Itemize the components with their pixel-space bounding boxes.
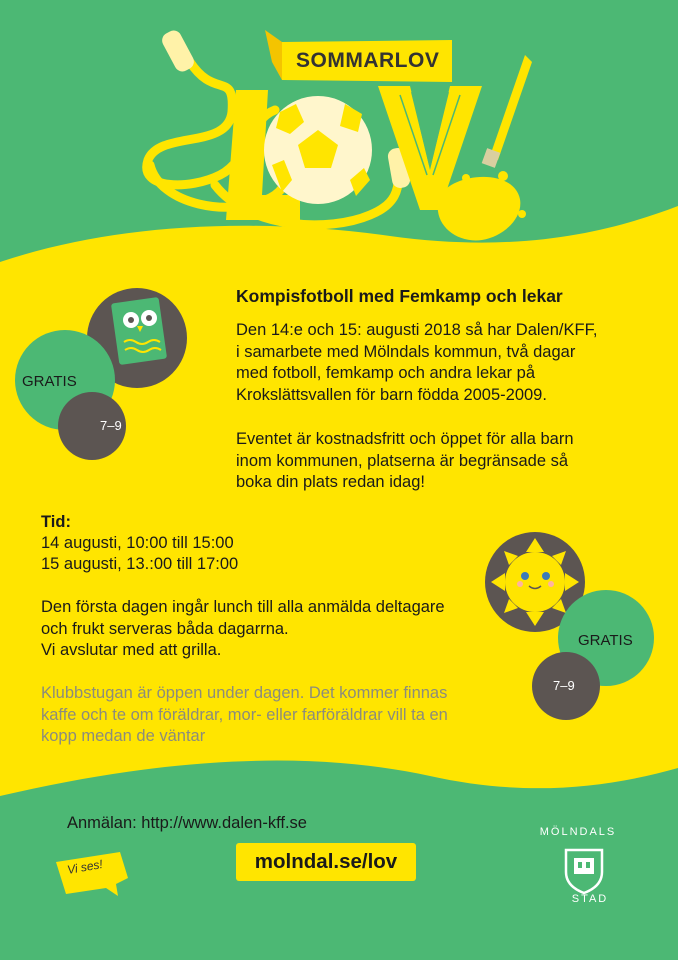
logo-top-text: MÖLNDALS [539,826,617,838]
badge-ages-top: 7–9 [100,418,122,433]
lunch-info: Den första dagen ingår lunch till alla anmälda deltagare och frukt serveras båda dagarrna. Vi avslutar med att grilla. [41,598,445,659]
event-notice: Eventet är kostnadsfritt och öppet för alla barn inom kommunen, platserna är begränsade så boka din plats redan idag! [236,430,574,491]
time-day-2: 15 augusti, 13.:00 till 17:00 [41,555,239,573]
event-headline: Kompisfotboll med Femkamp och lekar [236,286,563,306]
registration-link[interactable]: Anmälan: http://www.dalen-kff.se [67,814,307,832]
owl-book-icon [111,297,167,365]
time-label: Tid: [41,513,71,531]
event-intro: Den 14:e och 15: augusti 2018 så har Dalen/KFF, i samarbete med Mölndals kommun, två dagar med fotboll, femkamp och andra lekar på Krokslättsvallen för barn födda 2005-2009. [236,321,598,404]
banner-title: SOMMARLOV [296,49,440,72]
badge-price-bottom: GRATIS [578,632,633,649]
time-day-1: 14 augusti, 10:00 till 15:00 [41,534,234,552]
football-icon [264,96,372,204]
speech-text: Vi ses! [66,856,104,878]
website-link[interactable] [236,843,416,881]
logo-bottom-text: STAD [571,893,609,905]
badge-price-top: GRATIS [22,373,77,390]
badge-ages-bottom: 7–9 [553,678,575,693]
city-crest-icon [558,842,610,894]
website-label: molndal.se/lov [254,850,398,873]
clubhouse-info: Klubbstugan är öppen under dagen. Det kommer finnas kaffe och te om föräldrar, mor- eller farföräldrar vill ta en kopp medan de väntar [41,684,448,745]
